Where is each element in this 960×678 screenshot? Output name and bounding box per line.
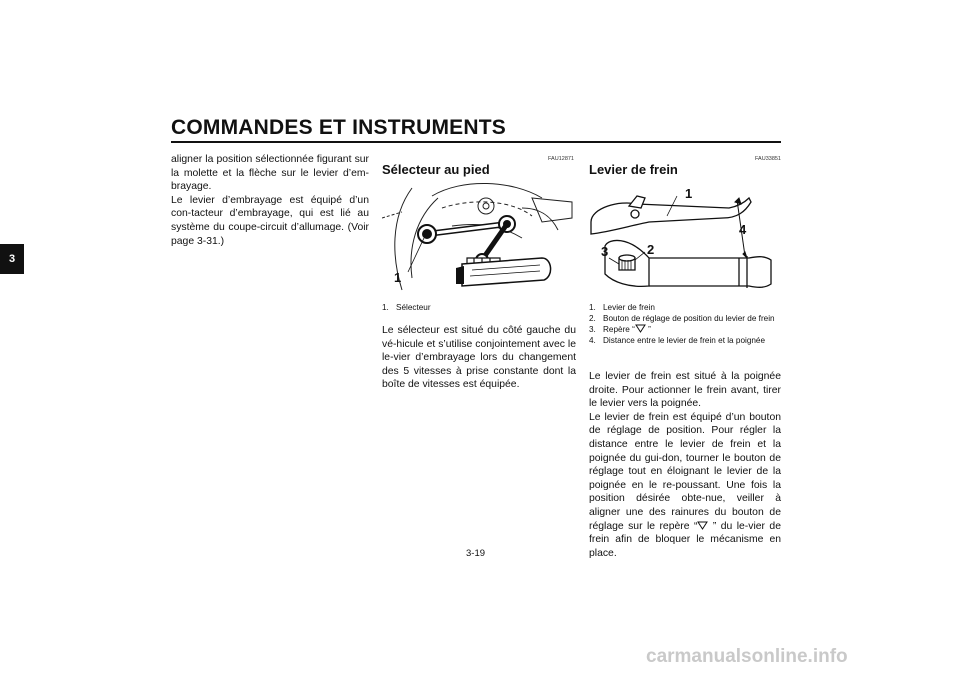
caption-text-after: ”: [645, 325, 651, 334]
callout-1: 1: [685, 186, 693, 201]
watermark[interactable]: carmanualsonline.info: [646, 646, 848, 667]
col2-paragraph: Le sélecteur est situé du côté gauche du vé-hicule et s’utilise conjointement avec le le-vier d’embrayage lors du changement des 5 vitesses à prise constante dont la boîte de vitesses est équipée.: [382, 325, 576, 391]
callout-2: 2: [647, 242, 655, 257]
caption-text-before: Repère “: [603, 325, 635, 334]
caption-item: [382, 302, 576, 313]
column-1: [171, 153, 369, 248]
col1-paragraph-1: aligner la position sélectionnée figurant sur la molette et la flèche sur le levier d’em-brayage.: [171, 154, 369, 193]
caption-number: 4.: [589, 336, 596, 345]
col3-paragraph-2-before: Le levier de frein est équipé d’un bouton de réglage de position. Pour régler la distance entre le levier de frein et la poignée du gui-don, tourner le bouton de réglage tout en éloignant le levier de la poignée en le re-poussant. Une fois la position désirée obte-nue, veiller à aligner une des rainures du bouton de réglage sur le repère “: [589, 411, 781, 532]
figure-caption: [382, 302, 576, 313]
caption-number: 3.: [589, 325, 596, 334]
ref-code: FAU33851: [755, 156, 781, 162]
triangle-mark-icon: [697, 521, 708, 530]
page-number: 3-19: [466, 548, 486, 559]
shift-pedal-illustration: [382, 178, 576, 293]
column-3-text: [589, 370, 781, 560]
caption-number: 1.: [589, 303, 596, 312]
caption-text: Distance entre le levier de frein et la poignée: [603, 336, 766, 345]
caption-text: Levier de frein: [603, 303, 655, 312]
col3-paragraph-2: [589, 411, 781, 561]
col3-paragraph-2-after: ” du le-vier de frein afin de bloquer le mécanisme en place.: [589, 520, 781, 559]
col3-paragraph-1: Le levier de frein est situé à la poignée droite. Pour actionner le frein avant, tirer le levier vers la poignée.: [589, 371, 781, 410]
callout-1: 1: [394, 270, 402, 285]
chapter-tab: 3: [0, 244, 24, 274]
caption-item: [589, 335, 783, 346]
caption-number: 2.: [589, 314, 596, 323]
page-title: COMMANDES ET INSTRUMENTS: [171, 116, 506, 139]
caption-item: [589, 302, 783, 313]
brake-lever-illustration: [589, 178, 783, 293]
figure-caption: [589, 302, 783, 346]
col1-paragraph-2: Le levier d’embrayage est équipé d’un con-tacteur d’embrayage, qui est lié au système du coupe-circuit d’allumage. (Voir page 3-31.): [171, 194, 369, 247]
ref-code: FAU12871: [548, 156, 574, 162]
callout-4: 4: [739, 222, 747, 237]
caption-text: Bouton de réglage de position du levier de frein: [603, 314, 775, 323]
caption-text: Sélecteur: [396, 303, 431, 312]
triangle-mark-icon: [635, 324, 646, 333]
section-heading: Sélecteur au pied: [382, 162, 490, 177]
caption-text: [599, 324, 651, 335]
section-heading: Levier de frein: [589, 162, 678, 177]
caption-item: [589, 313, 783, 324]
title-rule: [171, 141, 781, 143]
caption-item: [589, 324, 783, 335]
caption-number: 1.: [382, 303, 389, 312]
callout-3: 3: [601, 244, 609, 259]
